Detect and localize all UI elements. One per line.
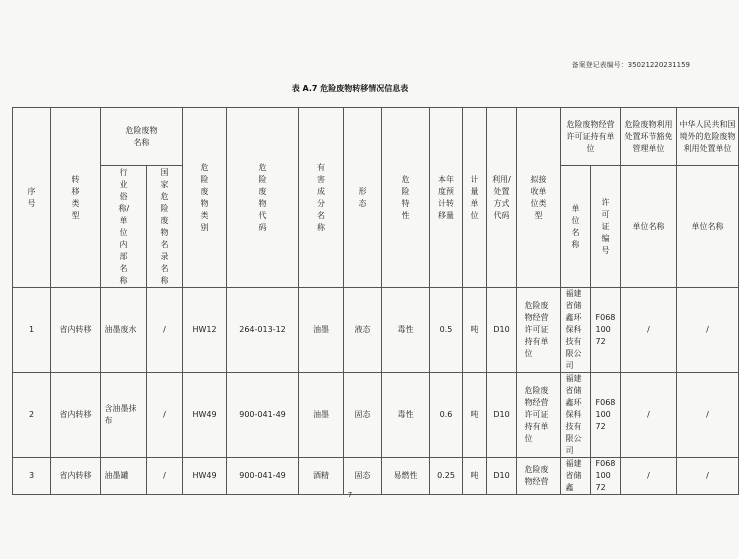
col-header-form: 形态: [344, 108, 382, 288]
cell-receiver-type: 危险废物经营许可证持有单位: [517, 288, 561, 373]
cell-category: HW49: [183, 458, 227, 495]
cell-hazard: 毒性: [382, 373, 430, 458]
cell-unit: 吨: [463, 288, 487, 373]
col-header-national-name: 国家危险废物名录名称: [147, 166, 183, 288]
cell-seq: 1: [13, 288, 51, 373]
col-header-overseas: 中华人民共和国境外的危险废物利用处置单位: [677, 108, 739, 166]
cell-industry-name: 油墨废水: [101, 288, 147, 373]
cell-permit-no: F06810072: [591, 288, 621, 373]
cell-transfer-type: 省内转移: [51, 288, 101, 373]
cell-harmful: 酒精: [299, 458, 344, 495]
table-row: [13, 288, 739, 373]
col-header-seq: 序号: [13, 108, 51, 288]
cell-permit-unit-name: 福建省储鑫环保科技有限公司: [561, 373, 591, 458]
cell-code: 900-041-49: [227, 373, 299, 458]
cell-harmful: 油墨: [299, 373, 344, 458]
page-number: 7: [347, 491, 353, 499]
cell-permit-no: F06810072: [591, 458, 621, 495]
table-row: [13, 458, 739, 495]
cell-exempt-unit-name: /: [621, 288, 677, 373]
cell-code: 900-041-49: [227, 458, 299, 495]
cell-form: 固态: [344, 373, 382, 458]
cell-transfer-type: 省内转移: [51, 458, 101, 495]
cell-seq: 2: [13, 373, 51, 458]
cell-national-name: /: [147, 288, 183, 373]
cell-harmful: 油墨: [299, 288, 344, 373]
col-header-method: 利用/处置方式代码: [487, 108, 517, 288]
col-header-exempt-unit-name: 单位名称: [621, 166, 677, 288]
col-header-waste-name: 危险废物名称: [101, 108, 183, 166]
col-header-unit: 计量单位: [463, 108, 487, 288]
cell-hazard: 易燃性: [382, 458, 430, 495]
cell-industry-name: 含油墨抹布: [101, 373, 147, 458]
col-header-code: 危险废物代码: [227, 108, 299, 288]
col-header-industry-name: 行业俗称/单位内部名称: [101, 166, 147, 288]
cell-transfer-type: 省内转移: [51, 373, 101, 458]
cell-permit-no: F06810072: [591, 373, 621, 458]
cell-amount: 0.25: [430, 458, 463, 495]
cell-category: HW12: [183, 288, 227, 373]
cell-method: D10: [487, 458, 517, 495]
col-header-amount: 本年度预计转移量: [430, 108, 463, 288]
cell-national-name: /: [147, 458, 183, 495]
col-header-harmful: 有害成分名称: [299, 108, 344, 288]
col-header-permit-holder: 危险废物经营许可证持有单位: [561, 108, 621, 166]
cell-seq: 3: [13, 458, 51, 495]
transfer-info-table: [12, 107, 739, 495]
col-header-permit-no: 许可证编号: [591, 166, 621, 288]
cell-hazard: 毒性: [382, 288, 430, 373]
col-header-permit-unit-name: 单位名称: [561, 166, 591, 288]
cell-code: 264-013-12: [227, 288, 299, 373]
cell-exempt-unit-name: /: [621, 458, 677, 495]
col-header-receiver-type: 拟接收单位类型: [517, 108, 561, 288]
cell-amount: 0.6: [430, 373, 463, 458]
header-row-1: [13, 108, 739, 166]
col-header-exempt: 危险废物利用处置环节豁免管理单位: [621, 108, 677, 166]
cell-permit-unit-name: 福建省储鑫: [561, 458, 591, 495]
cell-permit-unit-name: 福建省储鑫环保科技有限公司: [561, 288, 591, 373]
cell-receiver-type: 危险废物经营: [517, 458, 561, 495]
cell-overseas-unit-name: /: [677, 373, 739, 458]
cell-industry-name: 油墨罐: [101, 458, 147, 495]
cell-exempt-unit-name: /: [621, 373, 677, 458]
cell-unit: 吨: [463, 458, 487, 495]
cell-method: D10: [487, 288, 517, 373]
registration-number: 备案登记表编号：35021220231159: [571, 61, 690, 69]
cell-category: HW49: [183, 373, 227, 458]
table-row: [13, 373, 739, 458]
cell-receiver-type: 危险废物经营许可证持有单位: [517, 373, 561, 458]
cell-overseas-unit-name: /: [677, 458, 739, 495]
col-header-hazard: 危险特性: [382, 108, 430, 288]
cell-national-name: /: [147, 373, 183, 458]
cell-method: D10: [487, 373, 517, 458]
cell-unit: 吨: [463, 373, 487, 458]
col-header-category: 危险废物类别: [183, 108, 227, 288]
cell-form: 固态: [344, 458, 382, 495]
cell-overseas-unit-name: /: [677, 288, 739, 373]
col-header-overseas-unit-name: 单位名称: [677, 166, 739, 288]
col-header-transfer-type: 转移类型: [51, 108, 101, 288]
cell-amount: 0.5: [430, 288, 463, 373]
table-title: 表 A.7 危险废物转移情况信息表: [291, 84, 409, 93]
cell-form: 液态: [344, 288, 382, 373]
